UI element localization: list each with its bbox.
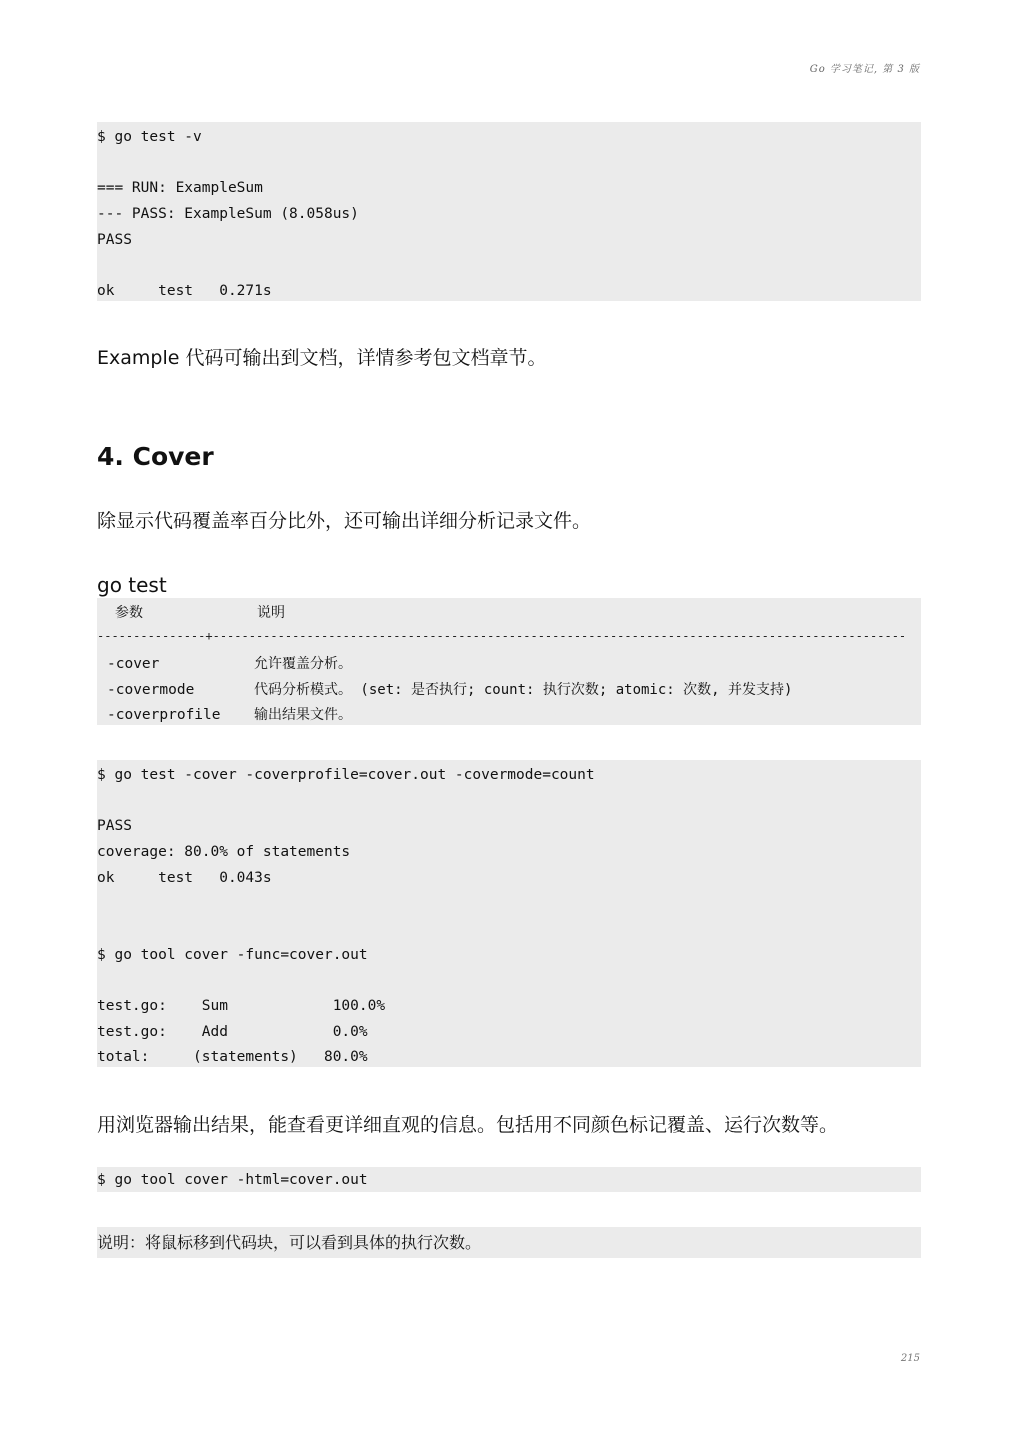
table-header-param: 参数 <box>115 605 143 621</box>
code-line: PASS <box>97 232 132 248</box>
running-header: Go 学习笔记, 第 3 版 <box>809 64 920 75</box>
page-number: 215 <box>900 1353 920 1364</box>
table-separator: ---------------+------------------------------------------------------------------------------------------------ <box>97 629 907 643</box>
table-cell-desc: 代码分析模式。 (set: 是否执行; count: 执行次数; atomic: 次数, 并发支持) <box>254 682 793 698</box>
paragraph-cover-intro: 除显示代码覆盖率百分比外，还可输出详细分析记录文件。 <box>97 510 592 532</box>
code-line: ok test 0.043s <box>97 870 272 886</box>
code-block-go-test-v <box>97 122 921 301</box>
code-block-html-cover <box>97 1167 921 1192</box>
note-box: 说明：将鼠标移到代码块，可以看到具体的执行次数。 <box>97 1227 921 1258</box>
section-heading: 4. Cover <box>97 442 214 471</box>
code-line: === RUN: ExampleSum <box>97 180 263 196</box>
code-line: total: (statements) 80.0% <box>97 1049 368 1065</box>
table-cell-param: -cover <box>107 656 160 672</box>
code-line: test.go: Sum 100.0% <box>97 998 386 1014</box>
code-line: ok test 0.271s <box>97 283 272 299</box>
paragraph-example-doc: Example 代码可输出到文档，详情参考包文档章节。 <box>97 347 547 369</box>
table-title: go test <box>97 573 167 597</box>
code-line: $ go test -v <box>97 129 202 145</box>
table-cell-param: -coverprofile <box>107 707 221 723</box>
code-line: test.go: Add 0.0% <box>97 1024 368 1040</box>
code-line: --- PASS: ExampleSum (8.058us) <box>97 206 359 222</box>
table-cell-desc: 输出结果文件。 <box>254 707 352 723</box>
code-line: $ go test -cover -coverprofile=cover.out -covermode=count <box>97 767 595 783</box>
code-block-cover-output <box>97 760 921 1067</box>
table-header-desc: 说明 <box>257 605 285 621</box>
code-line: coverage: 80.0% of statements <box>97 844 351 860</box>
code-line: $ go tool cover -html=cover.out <box>97 1172 368 1188</box>
params-table <box>97 598 921 725</box>
paragraph-browser-output: 用浏览器输出结果，能查看更详细直观的信息。包括用不同颜色标记覆盖、运行次数等。 <box>97 1114 839 1136</box>
table-cell-desc: 允许覆盖分析。 <box>254 656 352 672</box>
code-line: $ go tool cover -func=cover.out <box>97 947 368 963</box>
table-cell-param: -covermode <box>107 682 195 698</box>
code-line: PASS <box>97 818 132 834</box>
